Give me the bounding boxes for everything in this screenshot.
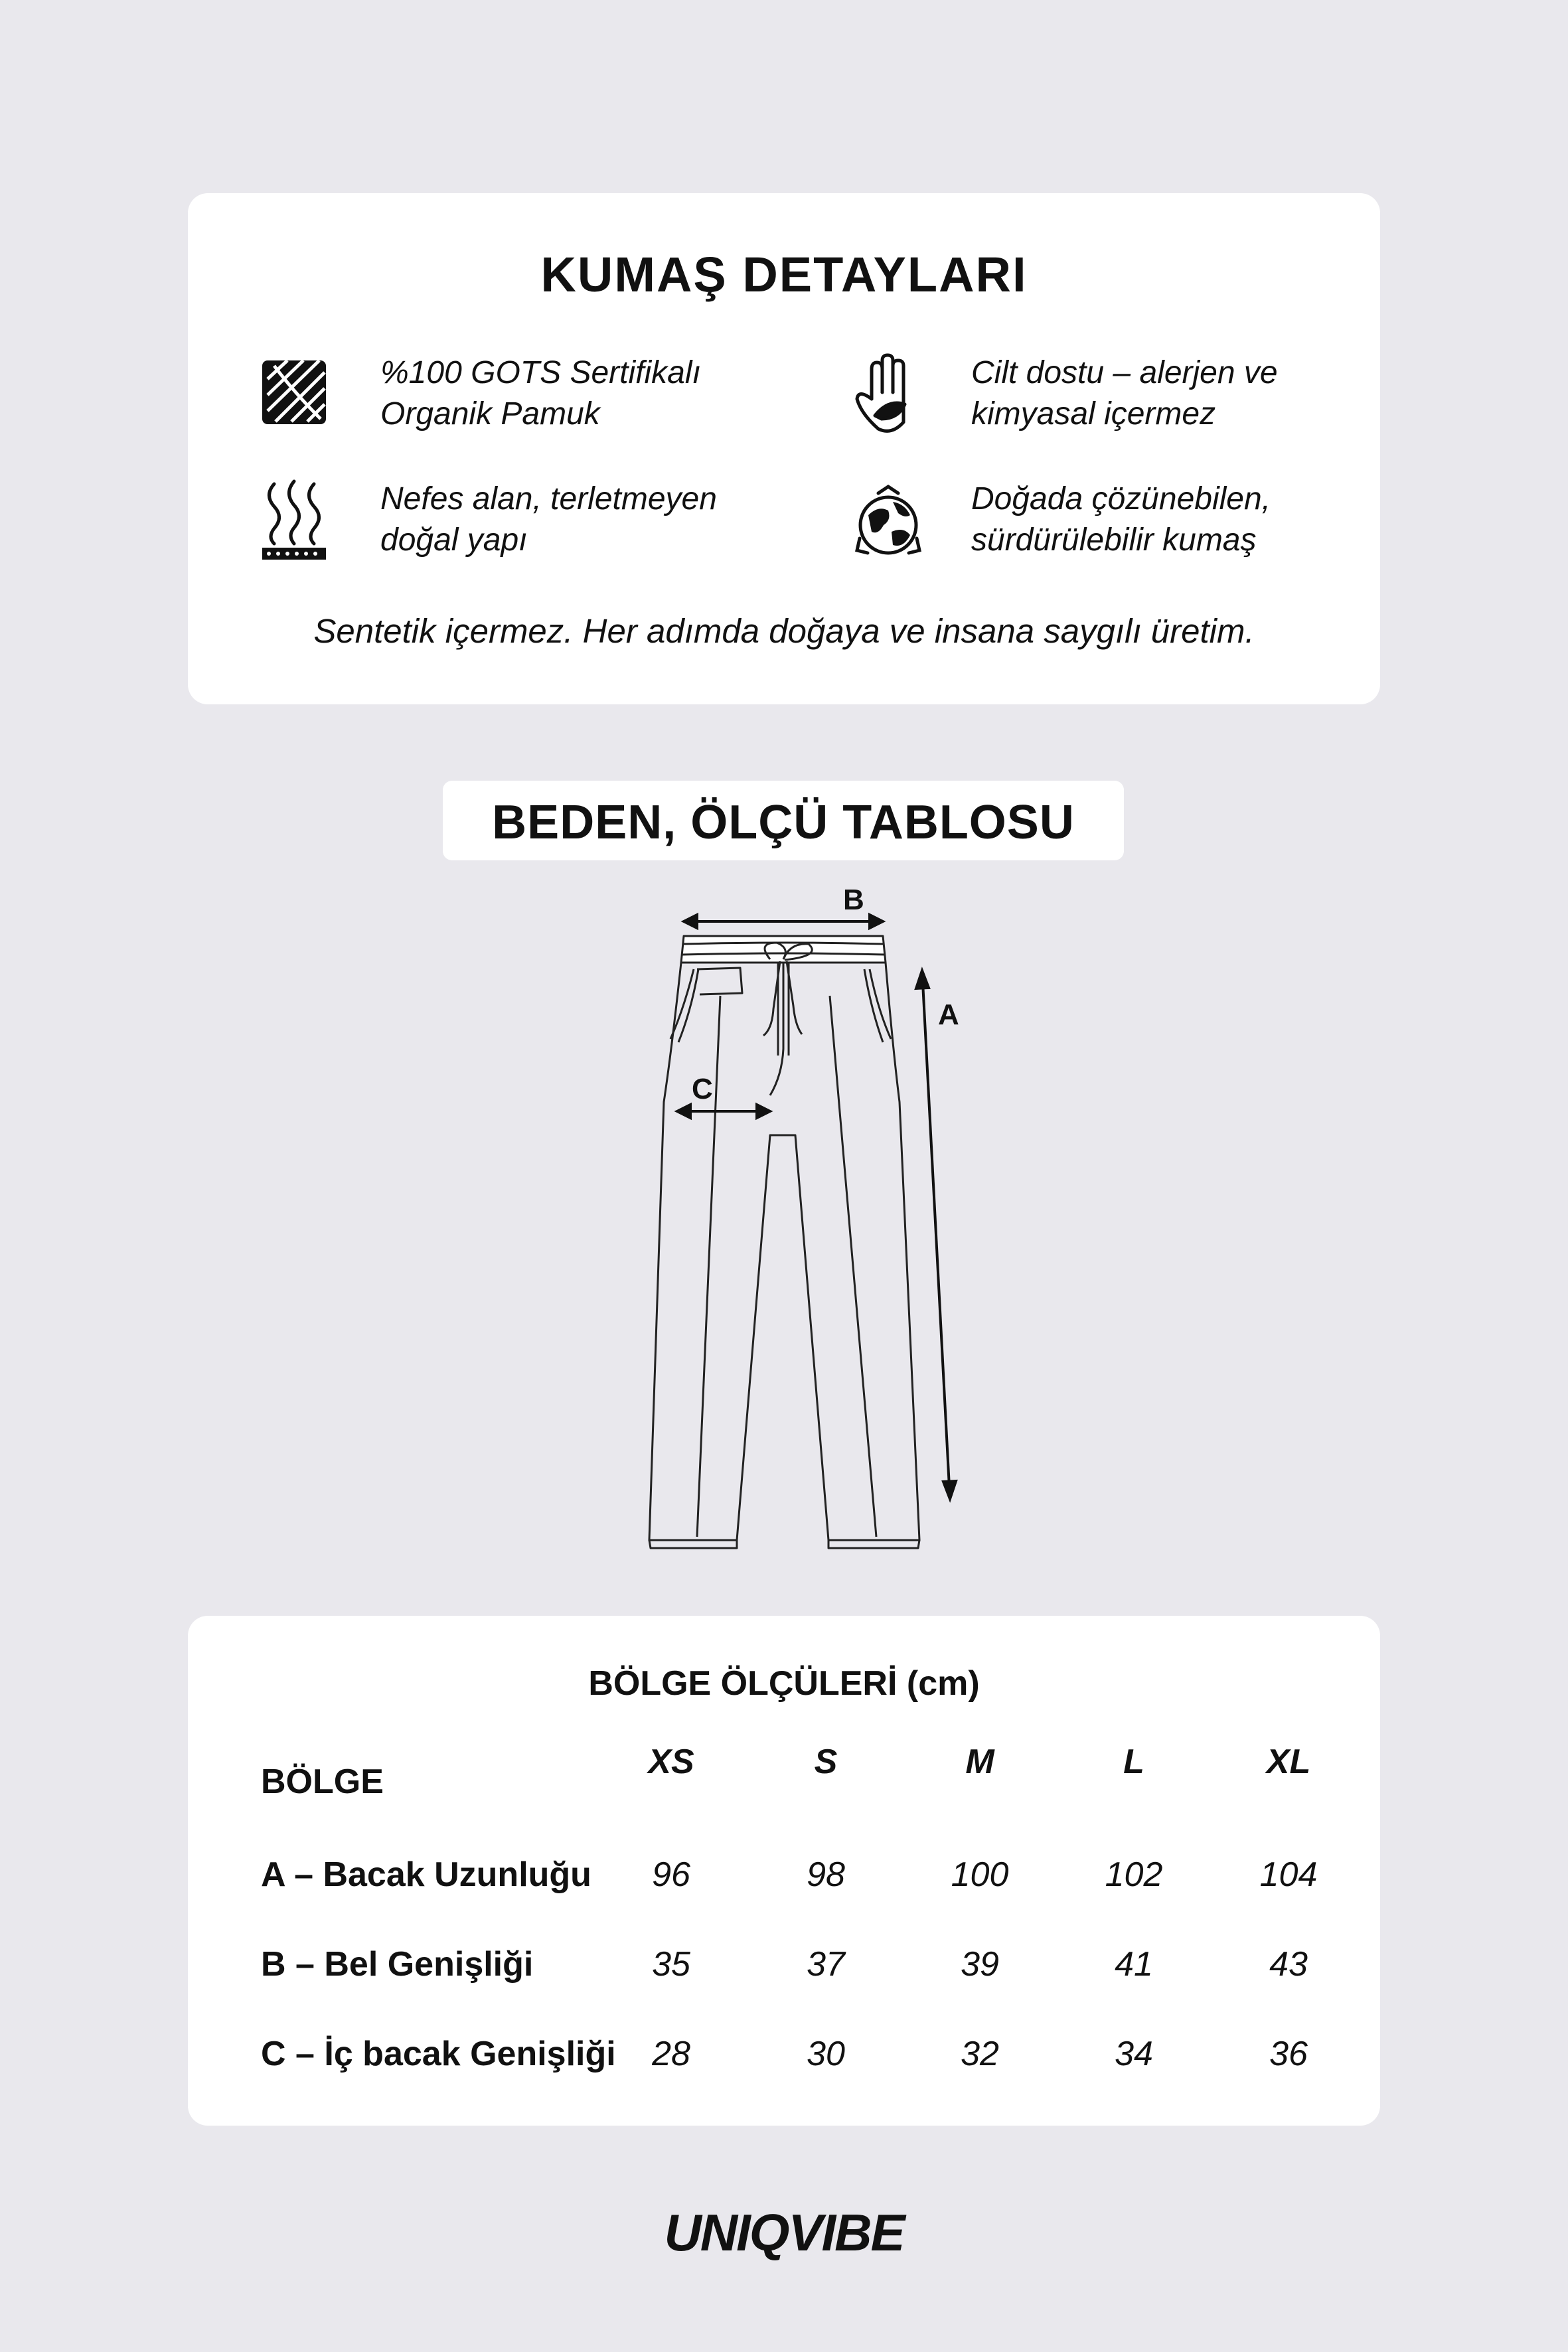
cell-a-s: 98	[807, 1855, 845, 1894]
table-title: BÖLGE ÖLÇÜLERİ (cm)	[588, 1664, 980, 1703]
size-chart-title: BEDEN, ÖLÇÜ TABLOSU	[492, 796, 1075, 849]
brand-logo: UNIQVIBE	[664, 2203, 904, 2262]
feature-text-line: Nefes alan, terletmeyen	[380, 481, 717, 516]
cell-a-xs: 96	[652, 1855, 690, 1894]
fabric-details-title: KUMAŞ DETAYLARI	[540, 247, 1028, 302]
row-label-b: B – Bel Genişliği	[261, 1945, 534, 1984]
label-c: C	[692, 1073, 713, 1105]
hand-leaf-icon	[852, 353, 918, 439]
size-chart-title-box	[443, 781, 1124, 860]
size-header-l: L	[1123, 1743, 1144, 1781]
cell-b-xl: 43	[1269, 1945, 1308, 1984]
measurement-table-card	[188, 1616, 1380, 2126]
recycle-globe-icon	[852, 479, 925, 565]
feature-text-line: Cilt dostu – alerjen ve	[971, 355, 1278, 390]
cotton-yarn-icon	[261, 353, 327, 439]
cell-a-xl: 104	[1259, 1855, 1318, 1894]
cell-a-m: 100	[951, 1855, 1009, 1894]
cell-c-l: 34	[1115, 2035, 1153, 2073]
trousers-diagram	[631, 876, 976, 1553]
label-a: A	[938, 998, 959, 1031]
size-header-s: S	[814, 1743, 838, 1781]
feature-text-line: sürdürülebilir kumaş	[971, 522, 1257, 558]
feature-text-line: doğal yapı	[380, 522, 528, 558]
breathable-fabric-icon	[261, 479, 327, 565]
label-b: B	[843, 884, 864, 916]
cell-b-m: 39	[961, 1945, 999, 1984]
size-header-m: M	[965, 1743, 994, 1781]
cell-b-l: 41	[1115, 1945, 1153, 1984]
row-label-c: C – İç bacak Genişliği	[261, 2035, 616, 2073]
size-header-xs: XS	[648, 1743, 694, 1781]
feature-text-line: Organik Pamuk	[380, 396, 600, 431]
fabric-details-card	[188, 193, 1380, 704]
region-header: BÖLGE	[261, 1763, 384, 1801]
cell-c-xs: 28	[652, 2035, 690, 2073]
cell-b-xs: 35	[652, 1945, 690, 1984]
row-label-a: A – Bacak Uzunluğu	[261, 1855, 591, 1894]
feature-text-line: Doğada çözünebilen,	[971, 481, 1271, 516]
cell-b-s: 37	[807, 1945, 845, 1984]
cell-c-s: 30	[807, 2035, 845, 2073]
cell-a-l: 102	[1105, 1855, 1163, 1894]
fabric-footer-note: Sentetik içermez. Her adımda doğaya ve insana saygılı üretim.	[313, 612, 1255, 650]
cell-c-m: 32	[961, 2035, 999, 2073]
feature-text-line: kimyasal içermez	[971, 396, 1216, 431]
feature-text-line: %100 GOTS Sertifikalı	[380, 355, 701, 390]
cell-c-xl: 36	[1269, 2035, 1308, 2073]
size-header-xl: XL	[1266, 1743, 1311, 1781]
